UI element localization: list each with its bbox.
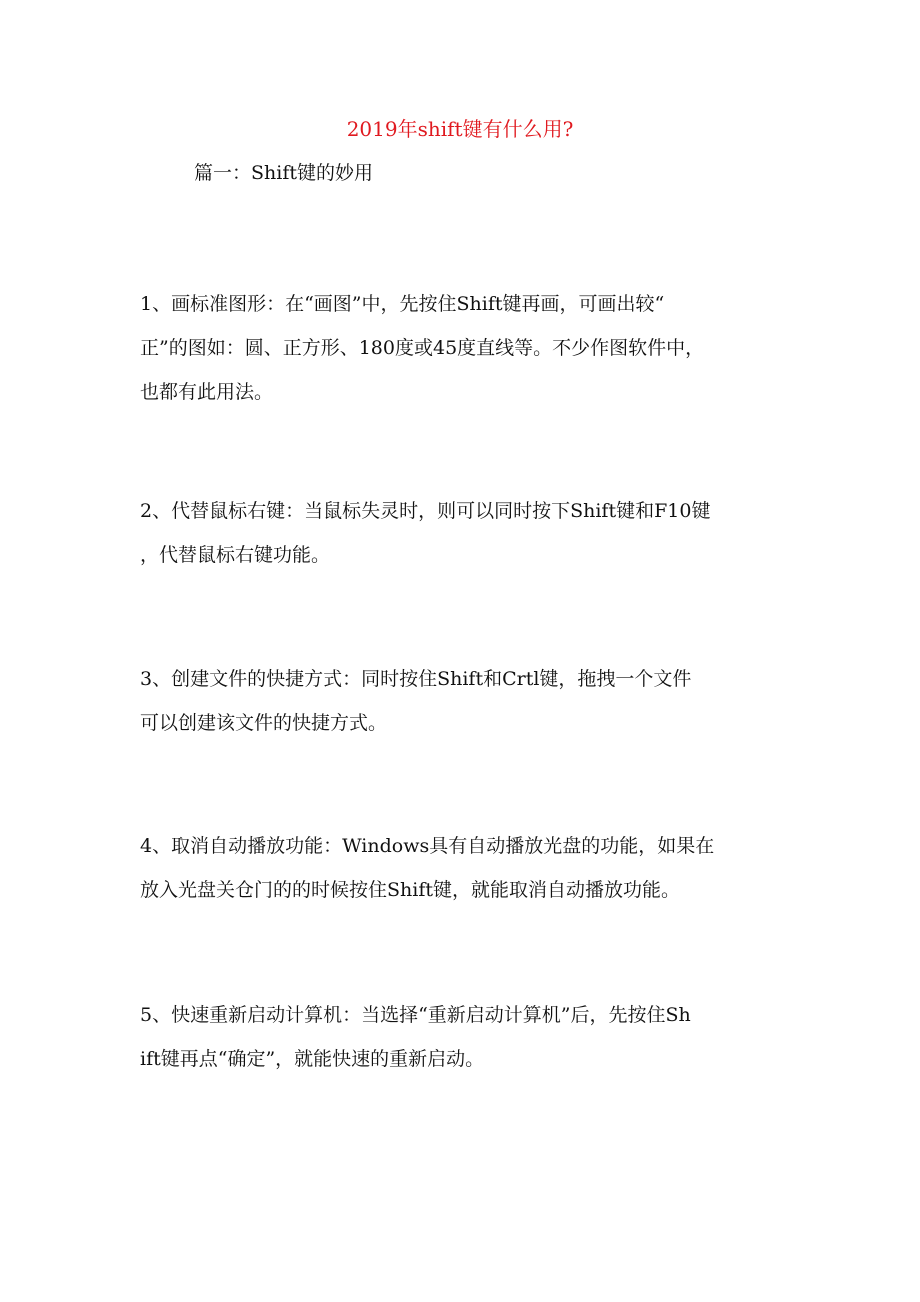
paragraph-4 xyxy=(140,824,786,912)
paragraph-line: ，代替鼠标右键功能。 xyxy=(140,544,331,566)
paragraph-line: 可以创建该文件的快捷方式。 xyxy=(140,712,388,734)
paragraph-line: 正”的图如：圆、正方形、180度或45度直线等。不少作图软件中， xyxy=(140,337,705,359)
paragraph-5 xyxy=(140,993,786,1081)
paragraph-line: 2、代替鼠标右键：当鼠标失灵时，则可以同时按下Shift键和F10键 xyxy=(140,500,711,522)
paragraph-line: 也都有此用法。 xyxy=(140,381,274,403)
paragraph-line: 1、画标准图形：在“画图”中，先按住Shift键再画，可画出较“ xyxy=(140,293,665,315)
paragraph-line: 放入光盘关仓门的的时候按住Shift键，就能取消自动播放功能。 xyxy=(140,879,680,901)
paragraph-line: 3、创建文件的快捷方式：同时按住Shift和Crtl键，拖拽一个文件 xyxy=(140,668,692,690)
paragraph-line: 5、快速重新启动计算机：当选择“重新启动计算机”后，先按住Sh xyxy=(140,1004,691,1026)
section-heading: 篇一：Shift键的妙用 xyxy=(194,162,373,184)
paragraph-3 xyxy=(140,657,786,745)
paragraph-line: ift键再点“确定”，就能快速的重新启动。 xyxy=(140,1048,485,1070)
paragraph-1 xyxy=(140,282,786,414)
paragraph-2 xyxy=(140,489,786,577)
paragraph-line: 4、取消自动播放功能：Windows具有自动播放光盘的功能，如果在 xyxy=(140,835,715,857)
document-title: 2019年shift键有什么用? xyxy=(346,117,574,141)
